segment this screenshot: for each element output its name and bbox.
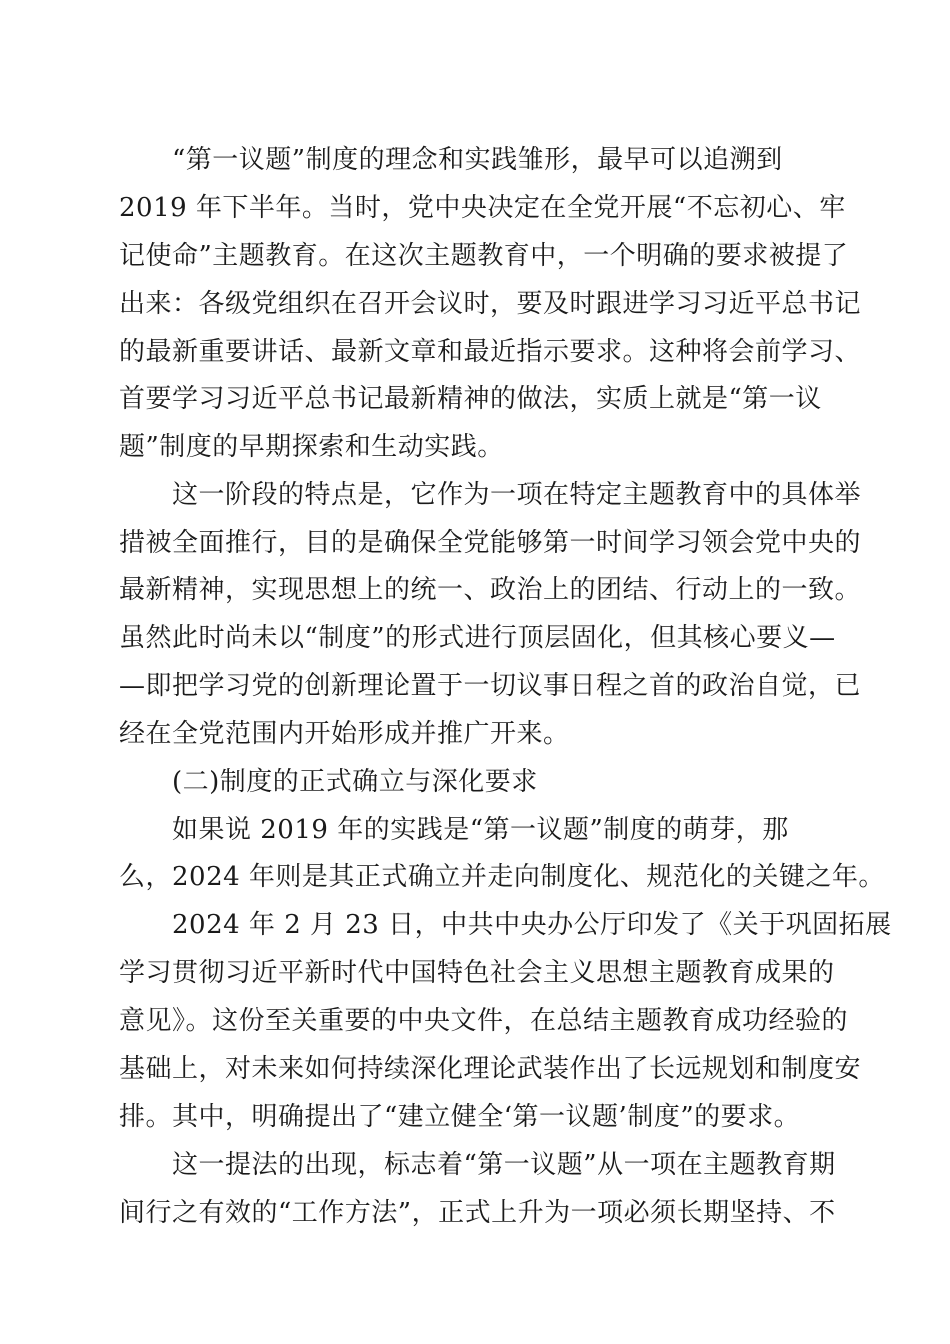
text-line: 题”制度的早期探索和生动实践。 — [119, 432, 504, 462]
text-line: 首要学习习近平总书记最新精神的做法，实质上就是“第一议 — [119, 384, 822, 414]
text-line: 最新精神，实现思想上的统一、政治上的团结、行动上的一致。 — [119, 575, 862, 605]
text-line: 排。其中，明确提出了“建立健全‘第一议题’制度”的要求。 — [119, 1102, 801, 1132]
text-line: (二)制度的正式确立与深化要求 — [172, 767, 538, 797]
text-line: 经在全党范围内开始形成并推广开来。 — [119, 719, 570, 749]
text-line: 学习贯彻习近平新时代中国特色社会主义思想主题教育成果的 — [119, 958, 835, 988]
text-line: 如果说 2019 年的实践是“第一议题”制度的萌芽，那 — [172, 815, 789, 845]
text-line: 出来：各级党组织在召开会议时，要及时跟进学习习近平总书记 — [119, 289, 862, 319]
text-line: 2019 年下半年。当时，党中央决定在全党开展“不忘初心、牢 — [119, 193, 846, 223]
text-line: 措被全面推行，目的是确保全党能够第一时间学习领会党中央的 — [119, 528, 862, 558]
text-line: “第一议题”制度的理念和实践雏形，最早可以追溯到 — [172, 145, 783, 175]
text-line: —即把学习党的创新理论置于一切议事日程之首的政治自觉，已 — [119, 671, 862, 701]
text-line: 基础上，对未来如何持续深化理论武装作出了长远规划和制度安 — [119, 1054, 862, 1084]
text-line: 虽然此时尚未以“制度”的形式进行顶层固化，但其核心要义— — [119, 623, 836, 653]
text-line: 这一提法的出现，标志着“第一议题”从一项在主题教育期 — [172, 1150, 836, 1180]
text-line: 这一阶段的特点是，它作为一项在特定主题教育中的具体举 — [172, 480, 862, 510]
text-line: 的最新重要讲话、最新文章和最近指示要求。这种将会前学习、 — [119, 337, 862, 367]
text-line: 么，2024 年则是其正式确立并走向制度化、规范化的关键之年。 — [119, 862, 885, 892]
text-line: 间行之有效的“工作方法”，正式上升为一项必须长期坚持、不 — [119, 1198, 836, 1228]
text-line: 2024 年 2 月 23 日，中共中央办公厅印发了《关于巩固拓展 — [172, 910, 892, 940]
text-line: 意见》。这份至关重要的中央文件，在总结主题教育成功经验的 — [119, 1006, 849, 1036]
text-line: 记使命”主题教育。在这次主题教育中，一个明确的要求被提了 — [119, 241, 849, 271]
